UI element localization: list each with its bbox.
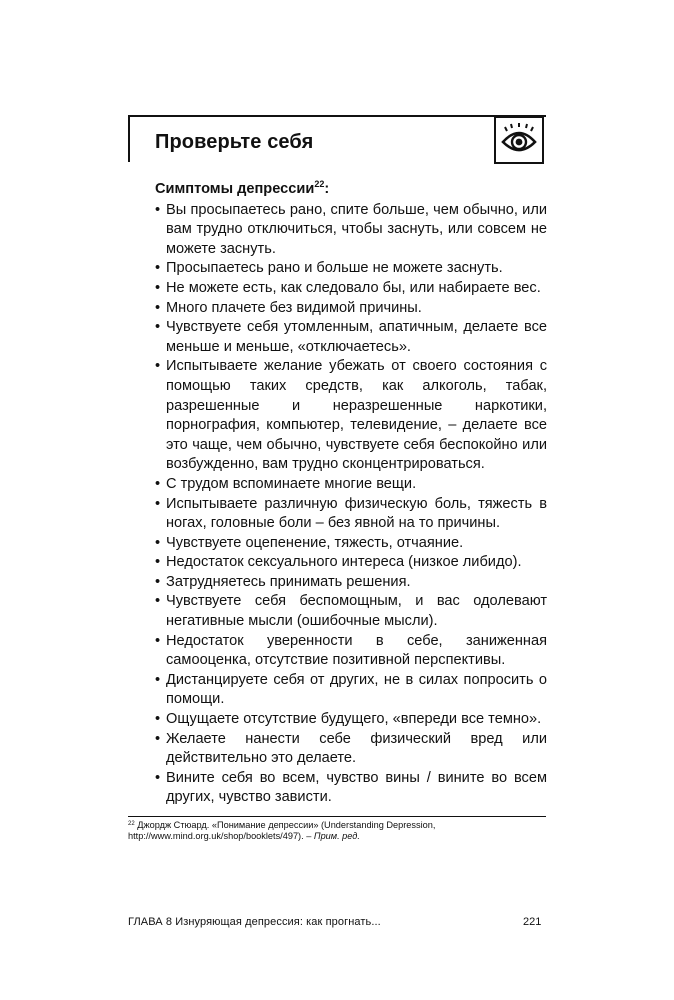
footnote-reference[interactable]: 22 bbox=[314, 179, 325, 189]
list-item-text: Дистанцируете себя от других, не в силах попросить о помощи. bbox=[166, 671, 547, 708]
list-item bbox=[155, 201, 547, 260]
eye-icon bbox=[496, 118, 542, 162]
bullet-glyph: • bbox=[155, 730, 161, 747]
list-item bbox=[155, 279, 547, 299]
list-item-text: Недостаток сексуального интереса (низкое либидо). bbox=[166, 554, 522, 571]
list-item bbox=[155, 495, 547, 534]
list-item-text: С трудом вспоминаете многие вещи. bbox=[166, 475, 417, 492]
list-item-text: Ощущаете отсутствие будущего, «впереди все темно». bbox=[166, 711, 542, 728]
list-item bbox=[155, 573, 547, 593]
section-heading: Симптомы депрессии$^{22}$: bbox=[155, 179, 330, 197]
symptom-list bbox=[155, 201, 547, 808]
bullet-glyph: • bbox=[155, 711, 161, 728]
page-number: 221 bbox=[523, 916, 542, 928]
footnote-text: Джордж Стюард. «Понимание депрессии» (Understanding Depression, http://www.mind.org.uk/shop/booklets/497). – bbox=[128, 820, 436, 841]
list-item-text: Чувствуете себя беспомощным, и вас одолевают негативные мысли (ошибочные мысли). bbox=[166, 593, 547, 630]
list-item-text: Вы просыпаетесь рано, спите больше, чем обычно, или вам трудно отключиться, чтобы заснуть, или совсем не можете заснуть. bbox=[166, 201, 547, 257]
box-top-rule bbox=[128, 115, 546, 117]
list-item-text: Недостаток уверенности в себе, заниженная самооценка, отсутствие позитивной перспективы. bbox=[166, 632, 547, 669]
bullet-glyph: • bbox=[155, 201, 161, 218]
list-item bbox=[155, 534, 547, 554]
bullet-glyph: • bbox=[155, 769, 161, 786]
eye-icon-frame bbox=[494, 116, 544, 164]
list-item-text: Чувствуете оцепенение, тяжесть, отчаяние. bbox=[166, 534, 464, 551]
list-item bbox=[155, 730, 547, 769]
bullet-glyph: • bbox=[155, 475, 161, 492]
list-item bbox=[155, 299, 547, 319]
list-item bbox=[155, 553, 547, 573]
list-item bbox=[155, 475, 547, 495]
footnote-rule bbox=[128, 816, 546, 817]
box-left-rule bbox=[128, 115, 130, 162]
list-item bbox=[155, 671, 547, 710]
list-item-text: Чувствуете себя утомленным, апатичным, делаете все меньше и меньше, «отключаетесь». bbox=[166, 319, 547, 355]
list-item-text: Не можете есть, как следовало бы, или набираете вес. bbox=[166, 279, 541, 296]
list-item-text: Затрудняетесь принимать решения. bbox=[166, 573, 411, 590]
list-item-text: Испытываете желание убежать от своего состояния с помощью таких средств, как алкоголь, табак, разрешенные и неразрешенные наркотики, порнография, компьютер, телевидение, – делаете все это чаще, чем обычно, чувствуете себя беспокойно или возбужденно, вам трудно сконцентрироваться. bbox=[166, 358, 547, 473]
symptom-list-section bbox=[155, 180, 547, 808]
bullet-glyph: • bbox=[155, 593, 161, 610]
list-item-text: Просыпаетесь рано и больше не можете заснуть. bbox=[166, 260, 503, 277]
bullet-glyph: • bbox=[155, 279, 161, 296]
list-item-text: Вините себя во всем, чувство вины / вините во всем других, чувство зависти. bbox=[166, 769, 547, 806]
list-item bbox=[155, 592, 547, 631]
bullet-glyph: • bbox=[155, 299, 161, 316]
list-item-text: Испытываете различную физическую боль, тяжесть в ногах, головные боли – без явной на то причины. bbox=[166, 495, 547, 532]
list-item bbox=[155, 710, 547, 730]
list-item-text: Много плачете без видимой причины. bbox=[166, 299, 422, 316]
bullet-glyph: • bbox=[155, 358, 161, 375]
list-item-text: Желаете нанести себе физический вред или действительно это делаете. bbox=[166, 730, 547, 767]
footnote-editor-note: Прим. ред. bbox=[313, 831, 360, 841]
bullet-glyph: • bbox=[155, 573, 161, 590]
bullet-glyph: • bbox=[155, 534, 161, 551]
bullet-glyph: • bbox=[155, 671, 161, 688]
list-item bbox=[155, 259, 547, 279]
footnote: $^{22}$ Джордж Стюард. «Понимание депрессии» (Understanding Depression, http://www.mind.org.uk/shop/booklets/497). – Прим. ред. bbox=[128, 820, 436, 841]
bullet-glyph: • bbox=[155, 319, 161, 336]
list-item bbox=[155, 769, 547, 808]
bullet-glyph: • bbox=[155, 554, 161, 571]
list-item bbox=[155, 632, 547, 671]
list-item bbox=[155, 318, 547, 357]
bullet-glyph: • bbox=[155, 495, 161, 512]
list-item bbox=[155, 357, 547, 475]
bullet-glyph: • bbox=[155, 260, 161, 277]
box-title: Проверьте себя bbox=[155, 131, 314, 153]
bullet-glyph: • bbox=[155, 632, 161, 649]
running-head: ГЛАВА 8 Изнуряющая депрессия: как прогнать... bbox=[128, 916, 381, 928]
